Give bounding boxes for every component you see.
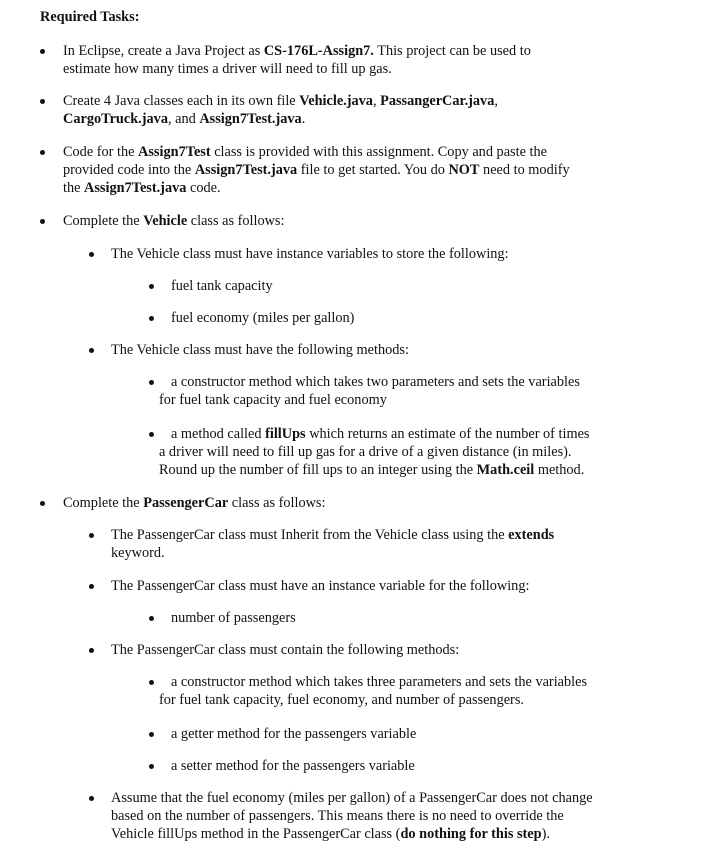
text-run: , <box>372 93 381 109</box>
text-run: for fuel tank capacity and fuel economy <box>159 392 387 408</box>
list-item-line <box>159 691 524 709</box>
text-run: . <box>301 111 306 127</box>
text-run: based on the number of passengers. This means there is no need to override the <box>111 808 564 824</box>
bullet-icon <box>40 150 45 155</box>
text-run: The Vehicle class must have instance variables to store the following: <box>111 246 509 262</box>
bullet-icon <box>40 99 45 104</box>
list-item-line <box>63 494 325 512</box>
list-item-line <box>111 577 529 595</box>
bullet-icon <box>149 732 154 737</box>
list-item-line <box>171 725 416 743</box>
text-run: The PassengerCar class must Inherit from the Vehicle class using the <box>111 527 509 543</box>
bullet-icon <box>40 501 45 506</box>
bold-text-run: CargoTruck.java <box>63 111 168 127</box>
text-run: , and <box>167 111 200 127</box>
bold-text-run: do nothing for this step <box>400 826 542 842</box>
bullet-icon <box>149 680 154 685</box>
text-run: a constructor method which takes two parameters and sets the variables <box>171 374 580 390</box>
text-run: fuel tank capacity <box>171 278 273 294</box>
text-run: The Vehicle class must have the following methods: <box>111 342 409 358</box>
list-item-line <box>63 60 392 78</box>
list-item-line <box>171 673 587 691</box>
text-run: the <box>63 180 85 196</box>
text-run: class is provided with this assignment. Copy and paste the <box>210 144 547 160</box>
list-item-line <box>171 757 415 775</box>
list-item-line <box>111 526 554 544</box>
list-item-line <box>63 42 531 60</box>
bold-text-run: PassengerCar <box>143 495 229 511</box>
bold-text-run: Assign7Test.java <box>199 111 302 127</box>
list-item-line <box>171 609 296 627</box>
bullet-icon <box>149 432 154 437</box>
text-run: Complete the <box>63 495 144 511</box>
text-run: a setter method for the passengers variable <box>171 758 415 774</box>
text-run: This project can be used to <box>373 43 531 59</box>
list-item-line <box>171 373 580 391</box>
bullet-icon <box>149 284 154 289</box>
text-run: estimate how many times a driver will need to fill up gas. <box>63 61 392 77</box>
bullet-icon <box>89 252 94 257</box>
text-run: number of passengers <box>171 610 296 626</box>
text-run: need to modify <box>479 162 570 178</box>
bullet-icon <box>40 219 45 224</box>
list-item-line <box>171 309 354 327</box>
bold-text-run: Assign7Test.java <box>194 162 298 178</box>
list-item-line <box>159 391 387 409</box>
list-item-line <box>171 425 590 443</box>
bullet-icon <box>149 616 154 621</box>
bullet-icon <box>149 764 154 769</box>
text-run: Assume that the fuel economy (miles per gallon) of a PassengerCar does not change <box>111 790 593 806</box>
list-item-line <box>111 641 459 659</box>
bold-text-run: NOT <box>448 162 480 178</box>
bullet-icon <box>149 380 154 385</box>
bold-text-run: fillUps <box>265 426 306 442</box>
bold-text-run: PassangerCar.java <box>380 93 495 109</box>
text-run: Create 4 Java classes each in its own file <box>63 93 300 109</box>
required-tasks-heading: Required Tasks: <box>40 9 140 25</box>
text-run: for fuel tank capacity, fuel economy, and number of passengers. <box>159 692 524 708</box>
list-item-line <box>171 277 273 295</box>
list-item-line <box>111 789 593 807</box>
text-run: fuel economy (miles per gallon) <box>171 310 355 326</box>
bullet-icon <box>89 648 94 653</box>
list-item-line <box>63 92 498 110</box>
bullet-icon <box>89 796 94 801</box>
bold-text-run: Math.ceil <box>476 462 535 478</box>
text-run: file to get started. You do <box>297 162 449 178</box>
bullet-icon <box>89 348 94 353</box>
bullet-icon <box>40 49 45 54</box>
text-run: class as follows: <box>187 213 285 229</box>
list-item-line <box>111 807 564 825</box>
text-run: Complete the <box>63 213 144 229</box>
text-run: a constructor method which takes three parameters and sets the variables <box>171 674 588 690</box>
bold-text-run: Vehicle.java <box>299 93 373 109</box>
list-item-line <box>111 245 509 263</box>
text-run: , <box>494 93 498 109</box>
list-item-line <box>63 143 547 161</box>
list-item-line <box>63 110 305 128</box>
text-run: code. <box>186 180 221 196</box>
text-run: Vehicle fillUps method in the PassengerCar class ( <box>111 826 401 842</box>
text-run: In Eclipse, create a Java Project as <box>63 43 264 59</box>
text-run: ). <box>541 826 550 842</box>
text-run: which returns an estimate of the number of times <box>305 426 590 442</box>
bold-text-run: Assign7Test <box>138 144 211 160</box>
bullet-icon <box>149 316 154 321</box>
text-run: a driver will need to fill up gas for a drive of a given distance (in miles). <box>159 444 572 460</box>
text-run: provided code into the <box>63 162 195 178</box>
text-run: Round up the number of fill ups to an integer using the <box>159 462 477 478</box>
bullet-icon <box>89 533 94 538</box>
list-item-line <box>111 825 550 843</box>
text-run: The PassengerCar class must have an instance variable for the following: <box>111 578 530 594</box>
text-run: The PassengerCar class must contain the following methods: <box>111 642 460 658</box>
bold-text-run: extends <box>508 527 555 543</box>
bold-text-run: Assign7Test.java <box>84 180 187 196</box>
text-run: keyword. <box>111 545 165 561</box>
list-item-line <box>111 544 165 562</box>
text-run: class as follows: <box>228 495 326 511</box>
list-item-line <box>111 341 409 359</box>
bullet-icon <box>89 584 94 589</box>
text-run: Code for the <box>63 144 139 160</box>
text-run: method. <box>534 462 585 478</box>
text-run: a method called <box>171 426 266 442</box>
bold-text-run: CS-176L-Assign7. <box>263 43 374 59</box>
list-item-line <box>63 179 221 197</box>
list-item-line <box>159 443 572 461</box>
list-item-line <box>63 212 284 230</box>
bold-text-run: Vehicle <box>143 213 188 229</box>
text-run: a getter method for the passengers variable <box>171 726 417 742</box>
list-item-line <box>159 461 584 479</box>
list-item-line <box>63 161 570 179</box>
